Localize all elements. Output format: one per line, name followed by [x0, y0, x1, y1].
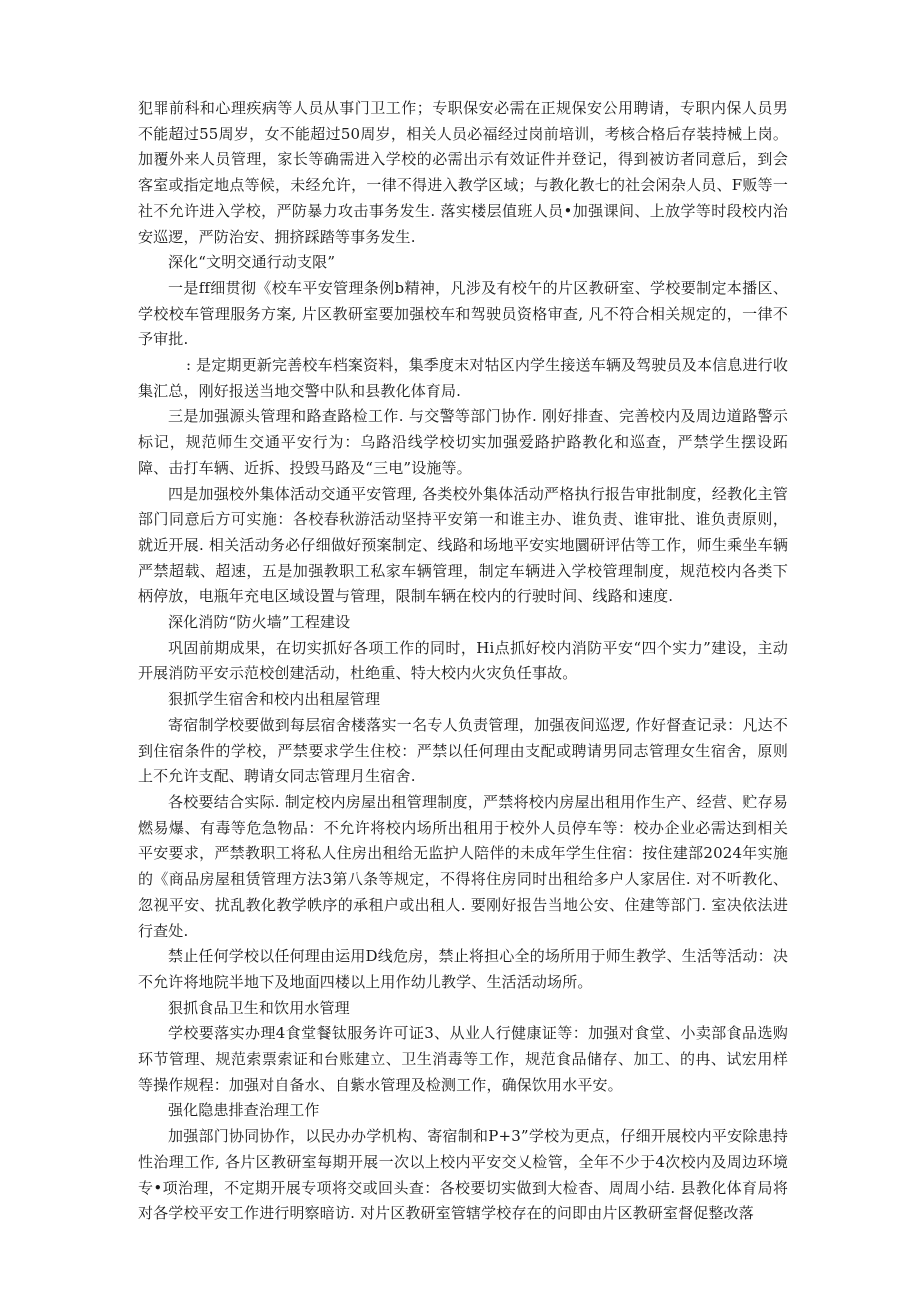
- heading-fire-wall: 深化消防“防火墙”工程建设: [168, 613, 351, 632]
- paragraph-rental-housing: 各校要结合实际. 制定校内房屋出租管理制度，严禁将校内房屋出租用作生产、经营、贮存易燃易爆、有毒等危急物品：不允许将校内场所出租用于校外人员停车等：校办企业必需达到相关平安要求，严禁教职工将私人住房出租给无监护人陪伴的未成年学生住宿：按住建部2024年实施的《商品房屋租赁管理方法3第八条等规定，不得将住房同时出租给多户人家居住. 对不听教化、忽视平安、扰乱教化教学帙序的承租户或出租人. 要刚好报告当地公安、住建等部门. 室决依法进行查处.: [138, 792, 788, 940]
- paragraph-fire-safety: 巩固前期成果，在切实抓好各项工作的同时，Hi点抓好校内消防平安“四个实力”建设，主动开展消防平安示范校创建活动，杜绝重、特大校内火灾负任事故。: [138, 638, 788, 683]
- paragraph-road-inspection: 三是加强源头管理和路查路检工作. 与交警等部门协作. 刚好排查、完善校内及周边道路警示标记，规范师生交通平安行为：乌路沿线学校切实加强爱路护路教化和巡查，严禁学生摆设跖障、击打车辆、近拆、投毁马路及“三电”设施等。: [138, 407, 788, 477]
- heading-food-water: 狠抓食品卫生和饮用水管理: [168, 998, 350, 1017]
- document-page: [138, 96, 788, 1227]
- paragraph-school-bus-regulation: 一是ff细贯彻《校车平安管理条例b精神，凡涉及有校午的片区教研室、学校要制定本播区、学校校车管理服务方案, 片区教研室要加强校车和驾驶员资格审查, 凡不符合相关规定的，一律不予审批.: [138, 278, 788, 349]
- paragraph-bus-records: : 是定期更新完善校车档案资料，集季度末对牯区内学生接送车辆及驾驶员及本信息进行收集汇总，刚好报送当地交警中队和县教化体育局.: [138, 356, 788, 400]
- paragraph-off-campus-activities: 四是加强校外集体活动交通平安管理, 各类校外集体活动严格执行报告审批制度，经教化主管部门同意后方可实施：各校春秋游活动坚持平安第一和谁主办、谁负责、谁审批、谁负责原则，就近开展. 相关活动务必仔细做好预案制定、线路和场地平安实地圜研评估等工作，师生乘坐车辆严禁超载、超速，五是加强教职工私家车辆管理，制定车辆进入学校管理制度，规范校内各类下柄停放，电瓶年充电区域设置与管理，限制车辆在校内的行驶时间、线路和速度.: [138, 484, 788, 606]
- paragraph-food-hygiene: 学校要落实办理4食堂餐钛服务许可证3、从业人行健康证等：加强对食堂、小卖部食品选购环节管理、规范索票索证和台账建立、卫生消毒等工作，规范食品储存、加工、的冉、试宏用样等操作规程：加强对自备水、自紫水管理及检测工作，确保饮用水平安。: [138, 1024, 788, 1094]
- heading-traffic-action: 深化“文明交通行动支限”: [168, 253, 336, 272]
- paragraph-dangerous-buildings: 禁止任何学校以任何理由运用D线危房，禁止将担心全的场所用于师生教学、生活等活动：决不允许将地院半地下及地面四楼以上用作幼儿教学、生活活动场所。: [138, 947, 788, 991]
- paragraph-security-guards: 犯罪前科和心理疾病等人员从事门卫工作；专职保安必需在正规保安公用聘请，专职内保人员男不能超过55周岁，女不能超过50周岁，相关人员必福经过岗前培训，考核合格后存装持械上岗。加覆外来人员管理，家长等确需进入学校的必需出示有效证件并登记，得到被访者同意后，到会客室或指定地点等候，未经允许，一律不得进入教学区域；与教化教七的社会闲杂人员、F贩等一社不允许进入学校，严防暴力攻击事务发生. 落实楼层值班人员•加强课间、上放学等时段校内治安巡逻，严防治安、拥挤踩踏等事务发生.: [138, 99, 788, 246]
- heading-hazard-inspection: 强化隐患排查治理工作: [168, 1101, 320, 1120]
- paragraph-dormitory-management: 寄宿制学校要做到每层宿舍楼落实一名专人负责管理，加强夜间巡逻, 作好督查记录：凡达不到住宿条件的学校，严禁要求学生住校：严禁以任何理由支配或聘请男同志管理女生宿舍，原则上不允许支配、聘请女同志管理月生宿舍.: [138, 715, 788, 786]
- heading-dormitory: 狠抓学生宿舍和校内出租屋管理: [168, 690, 381, 709]
- paragraph-hazard-inspection: 加强部门协同协作，以民办办学机构、寄宿制和P+3”学校为更点，仔细开展校内平安除患持性治理工作, 各片区教研室每期开展一次以上校内平安交乂检管，全年不少于4次校内及周边环境专•项治理，不定期开展专项将交或回头查：各校要切实做到大检杳、周周小结. 县教化体育局将对各学校平安工作进行明察暗访. 对片区教研室管辖学校存在的问即由片区教研室督促整改落: [138, 1127, 788, 1223]
